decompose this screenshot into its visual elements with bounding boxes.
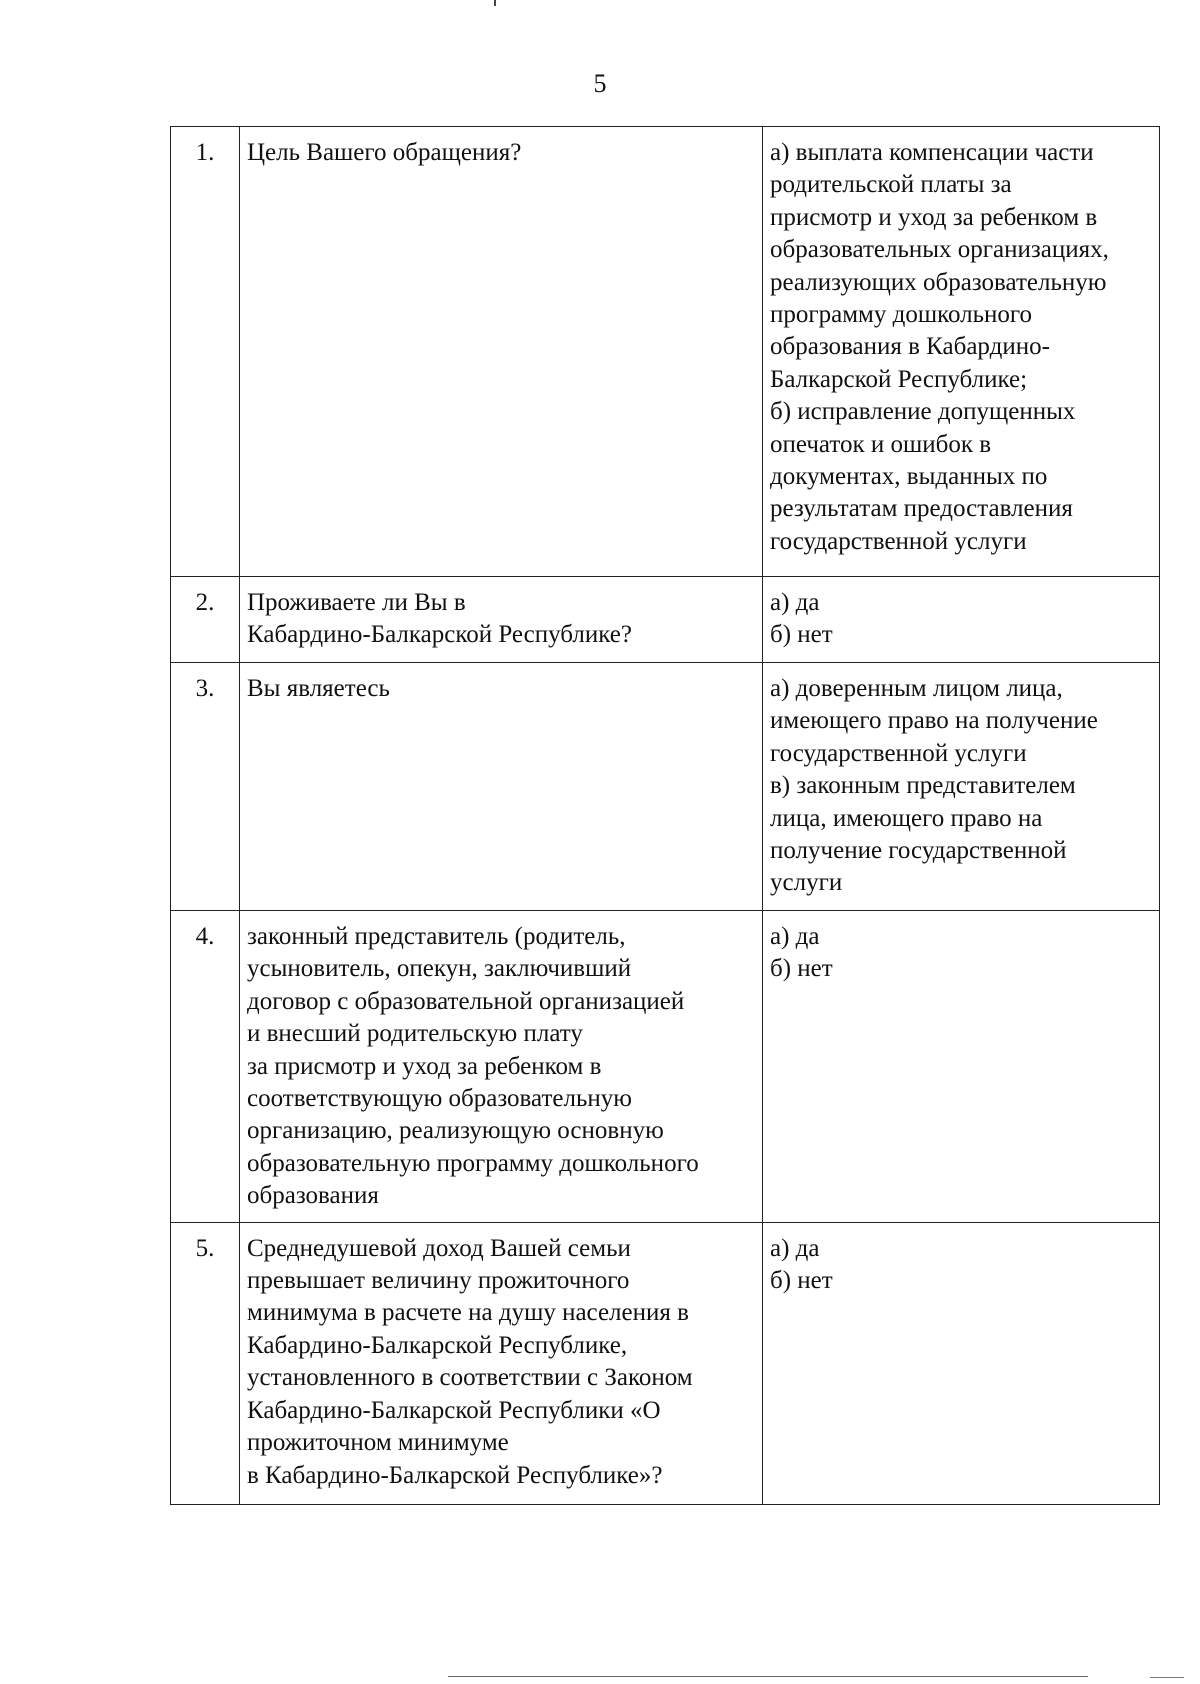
table-row bbox=[171, 577, 1160, 663]
row-number: 1. bbox=[171, 127, 240, 577]
question-cell: Цель Вашего обращения? bbox=[240, 127, 763, 577]
scan-line-bottom bbox=[448, 1676, 1088, 1677]
table-row bbox=[171, 127, 1160, 577]
table-row bbox=[171, 911, 1160, 1223]
question-cell: законный представитель (родитель, усыновитель, опекун, заключивший договор с образовательной организацией и внесший родительскую плату за присмотр и уход за ребенком в соответствующую образовательную организацию, реализующую основную образовательную программу дошкольного образования bbox=[240, 911, 763, 1223]
row-number: 4. bbox=[171, 911, 240, 1223]
answer-options-cell: а) да б) нет bbox=[763, 911, 1160, 1223]
row-number: 3. bbox=[171, 663, 240, 911]
row-number: 2. bbox=[171, 577, 240, 663]
answer-options-cell: а) доверенным лицом лица, имеющего право на получение государственной услуги в) законным представителем лица, имеющего право на получение государственной услуги bbox=[763, 663, 1160, 911]
answer-options-cell: а) да б) нет bbox=[763, 577, 1160, 663]
answer-options-cell: а) выплата компенсации части родительской платы за присмотр и уход за ребенком в образовательных организациях, реализующих образовательную программу дошкольного образования в Кабардино- Балкарской Республике; б) исправление допущенных опечаток и ошибок в документах, выданных по результатам предоставления государственной услуги bbox=[763, 127, 1160, 577]
scan-speck-top bbox=[494, 0, 496, 6]
scan-dash-bottom-right bbox=[1150, 1677, 1184, 1678]
question-cell: Среднедушевой доход Вашей семьи превышает величину прожиточного минимума в расчете на душу населения в Кабардино-Балкарской Республике, установленного в соответствии с Законом Кабардино-Балкарской Республики «О прожиточном минимуме в Кабардино-Балкарской Республике»? bbox=[240, 1222, 763, 1504]
row-number: 5. bbox=[171, 1222, 240, 1504]
question-cell: Проживаете ли Вы в Кабардино-Балкарской Республике? bbox=[240, 577, 763, 663]
questionnaire-table bbox=[170, 126, 1160, 1505]
table-row bbox=[171, 1222, 1160, 1504]
page-number: 5 bbox=[593, 69, 607, 98]
table-row bbox=[171, 663, 1160, 911]
answer-options-cell: а) да б) нет bbox=[763, 1222, 1160, 1504]
question-cell: Вы являетесь bbox=[240, 663, 763, 911]
